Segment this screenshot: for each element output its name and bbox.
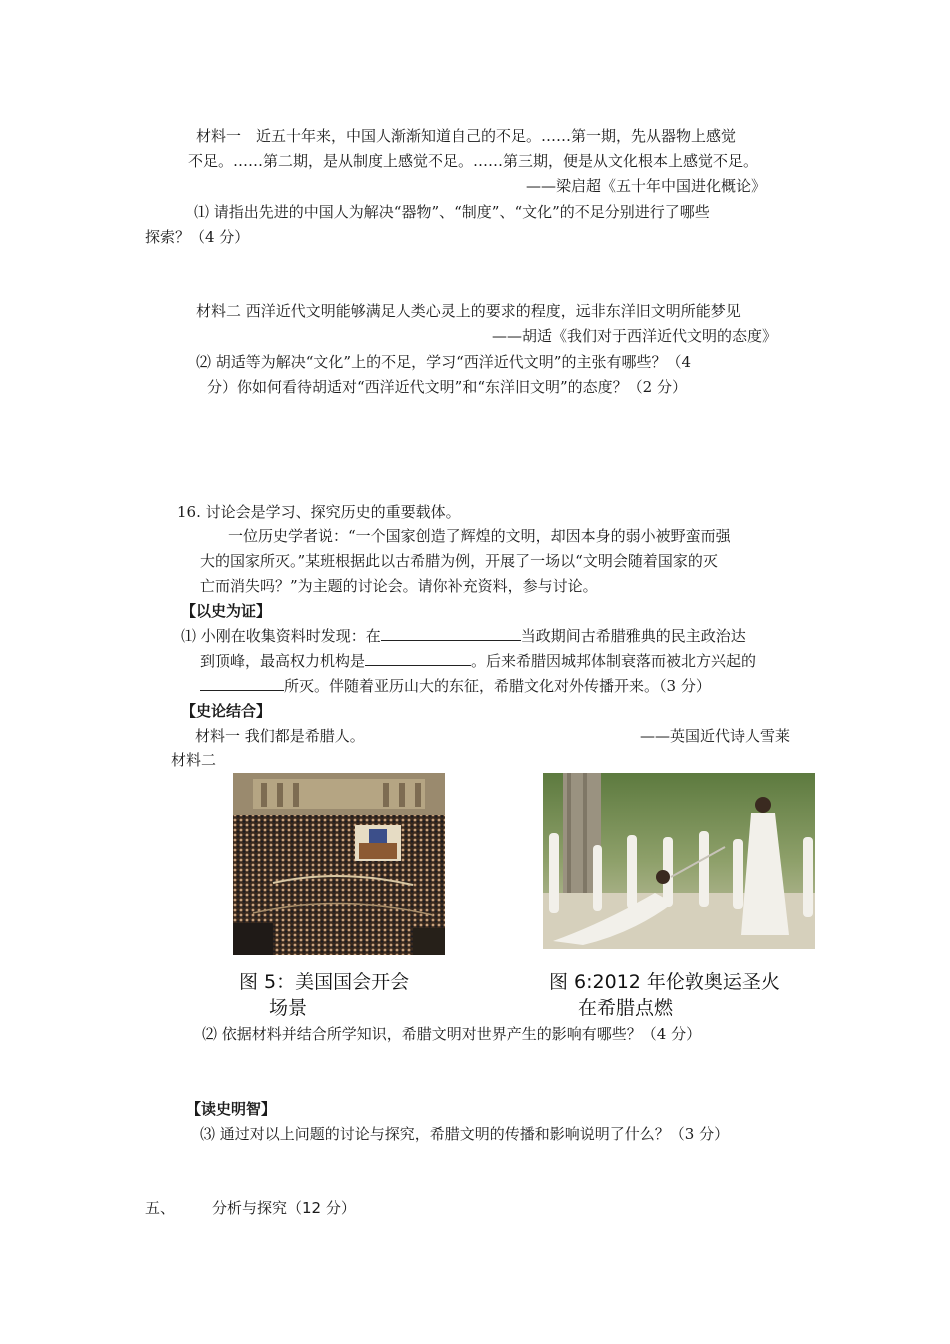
fill-question-text-c: 到顶峰，最高权力机构是 [200,652,366,670]
question-2-line-2: 分）你如何看待胡适对“西洋近代文明”和“东洋旧文明”的态度？（2 分） [207,378,687,396]
heading-evidence: 【以史为证】 [181,602,272,620]
material-1-source: ——梁启超《五十年中国进化概论》 [526,177,767,195]
material-2-label: 材料二 [171,751,217,769]
material-2-source: ——胡适《我们对于西洋近代文明的态度》 [492,327,778,345]
fill-question-text-a: ⑴ 小刚在收集资料时发现：在 [181,627,381,645]
material-2-line-1: 材料二 西洋近代文明能够满足人类心灵上的要求的程度，远非东洋旧文明所能梦见 [196,302,741,320]
figure-5-caption-line-1: 图 5：美国国会开会 [239,971,410,993]
intro-line-1: 一位历史学者说：“一个国家创造了辉煌的文明，却因本身的弱小被野蛮而强 [228,527,731,545]
question-16-title: 16. 讨论会是学习、探究历史的重要载体。 [177,503,461,521]
material-1-quote: 材料一 我们都是希腊人。 [195,727,365,745]
fill-question-line-1 [181,626,746,646]
question-1-line-1: ⑴ 请指出先进的中国人为解决“器物”、“制度”、“文化”的不足分别进行了哪些 [194,203,710,221]
fill-question-text-e: 所灭。伴随着亚历山大的东征，希腊文化对外传播开来。（3 分） [284,677,711,695]
figure-6-caption-line-2: 在希腊点燃 [578,997,674,1019]
intro-line-3: 亡而消失吗？”为主题的讨论会。请你补充资料，参与讨论。 [200,577,598,595]
figure-5-caption-line-2: 场景 [269,997,308,1019]
question-16-3: ⑶ 通过对以上问题的讨论与探究，希腊文明的传播和影响说明了什么？（3 分） [200,1125,730,1143]
material-1-line-1: 材料一 近五十年来，中国人渐渐知道自己的不足。……第一期，先从器物上感觉 [196,127,737,145]
olympic-flame-photo [543,773,815,949]
answer-blank-3[interactable] [200,676,284,691]
question-2-line-1: ⑵ 胡适等为解决“文化”上的不足，学习“西洋近代文明”的主张有哪些？（4 [196,353,691,371]
figure-6-caption-line-1: 图 6:2012 年伦敦奥运圣火 [549,971,780,993]
section-5-number: 五、 [145,1199,176,1217]
answer-blank-2[interactable] [365,651,471,666]
material-1-line-2: 不足。……第二期，是从制度上感觉不足。……第三期，便是从文化根本上感觉不足。 [188,152,759,170]
heading-wisdom: 【读史明智】 [186,1100,277,1118]
congress-photo [233,773,445,955]
answer-blank-1[interactable] [381,626,521,641]
intro-line-2: 大的国家所灭。”某班根据此以古希腊为例，开展了一场以“文明会随着国家的灭 [200,552,718,570]
material-1-quote-source: ——英国近代诗人雪莱 [640,727,791,745]
fill-question-line-2 [200,651,756,671]
fill-question-line-3 [200,676,711,696]
question-16-2: ⑵ 依据材料并结合所学知识，希腊文明对世界产生的影响有哪些？（4 分） [202,1025,702,1043]
fill-question-text-d: 。后来希腊因城邦体制衰落而被北方兴起的 [471,652,757,670]
section-5-title: 分析与探究（12 分） [212,1199,356,1217]
fill-question-text-b: 当政期间古希腊雅典的民主政治达 [520,627,746,645]
question-1-line-2: 探索？（4 分） [145,228,250,246]
heading-theory: 【史论结合】 [181,702,272,720]
